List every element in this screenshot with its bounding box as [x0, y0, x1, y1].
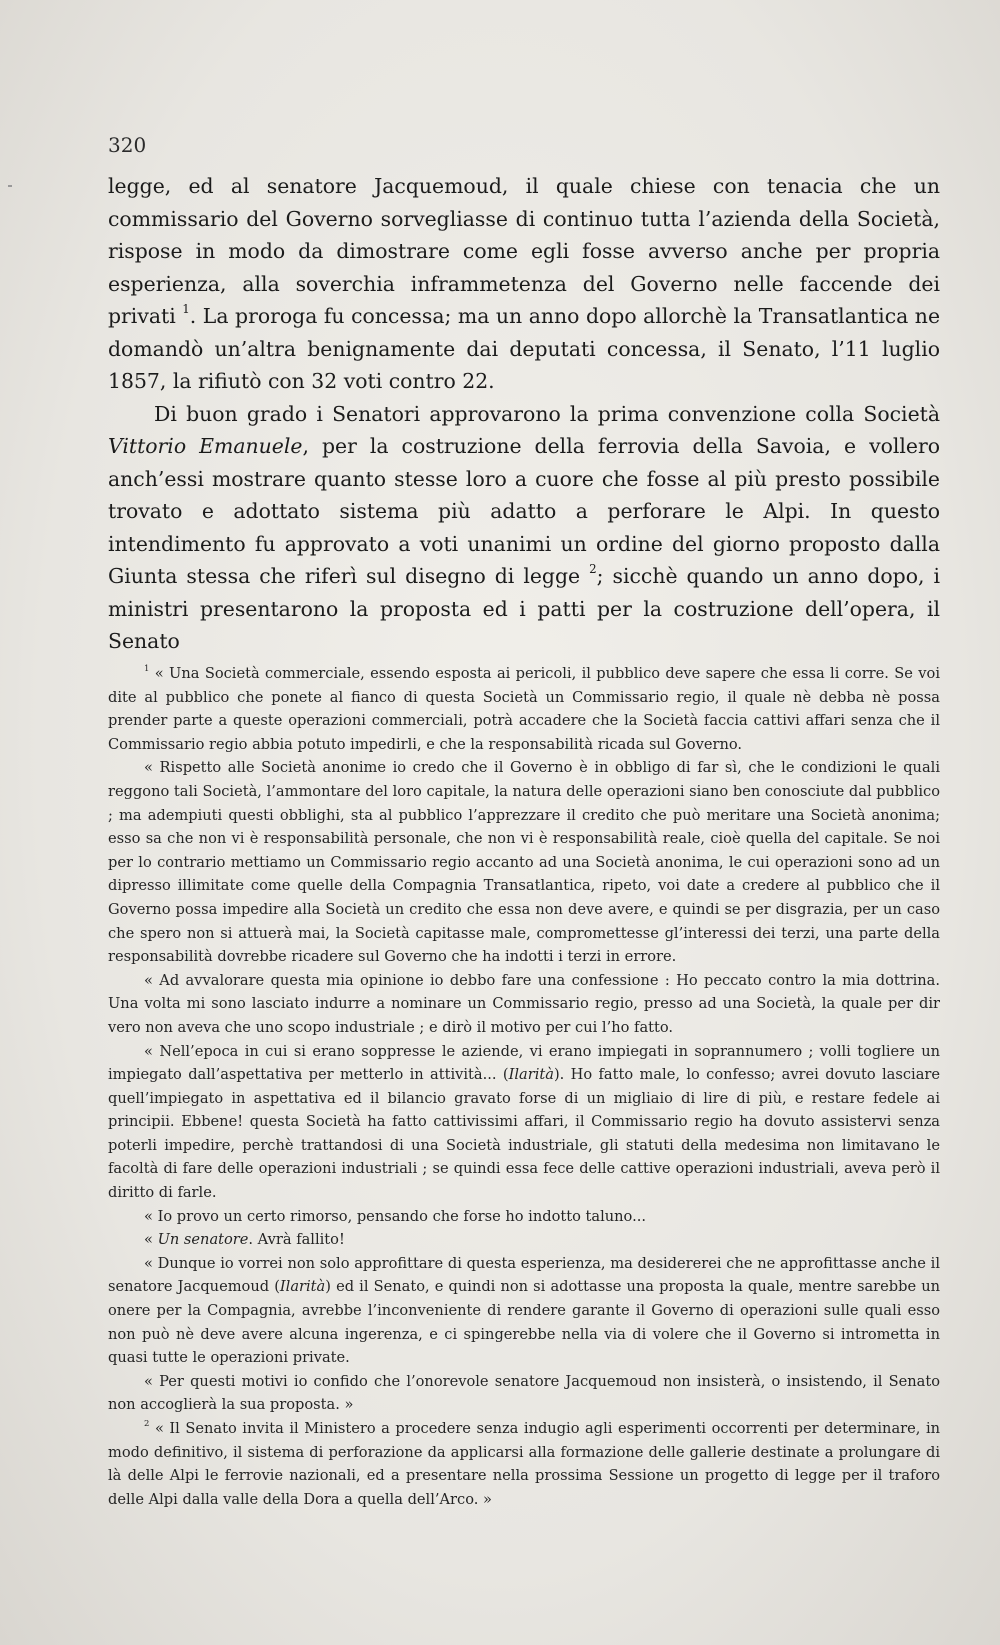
footnote-2-marker: 2 [144, 1417, 150, 1428]
footnote-1-paragraph-7 [108, 1252, 940, 1370]
footnote-1 [108, 662, 940, 756]
body-paragraph-2-text-a: Di buon grado i Senatori approvarono la prima convenzione colla Società [154, 401, 940, 426]
footnote-2-text: « Il Senato invita il Ministero a procedere senza indugio agli esperimenti occorrenti per determinare, in modo definitivo, il sistema di perforazione da applicarsi alla formazione delle gallerie destinate a prolungare di là delle Alpi le ferrovie nazionali, ed a presentare nella prossima Sessione un progetto di legge per il traforo delle Alpi dalla valle della Dora a quella dell’Arco. » [108, 1420, 941, 1508]
footnotes [108, 662, 940, 1511]
page-number: 320 [108, 133, 147, 157]
footnote-1-paragraph-4-ilarita: Ilarità [508, 1066, 554, 1084]
body-paragraph-2-italic: Vittorio Emanuele [108, 434, 303, 458]
footnote-1-paragraph-3: « Ad avvalorare questa mia opinione io debbo fare una confessione : Ho peccato contro la mia dottrina. Una volta mi sono lasciato indurre a nominare un Commissario regio, presso ad una Società, la quale per dir vero non aveva che uno scopo industriale ; e dirò il motivo per cui l’ho fatto. [108, 971, 940, 1036]
main-text [108, 170, 940, 658]
footnote-1-paragraph-2: « Rispetto alle Società anonime io credo che il Governo è in obbligo di far sì, che le condizioni le quali reggono tali Società, l’ammontare del loro capitale, la natura delle operazioni siano ben conosciute dal pubblico ; ma adempiuti questi obblighi, sta al pubblico l’apprezzare il credito che può meritare una Società anonima; esso sa che non vi è responsabilità personale, che non vi è responsabilità reale, cioè quella del capitale. Se noi per lo contrario mettiamo un Commissario regio accanto ad una Società anonima, le cui operazioni sono ad un dipresso illimitate come quelle della Compagnia Transatlantica, ripeto, voi date a credere al pubblico che il Governo possa impedire alla Società un credito che essa non deve avere, e quindi se per disgrazia, per un caso che spero non si attuerà mai, la Società capitasse male, compromettesse gl’interessi dei terzi, una parte della responsabilità dovrebbe ricadere sul Governo che ha indotti i terzi in errore. [108, 759, 940, 966]
scan-mark [8, 185, 12, 187]
footnote-1-paragraph-8: « Per questi motivi io confido che l’onorevole senatore Jacquemoud non insisterà, o insistendo, il Senato non accoglierà la sua proposta. » [108, 1372, 940, 1414]
body-paragraph-1 [108, 170, 940, 398]
footnote-1-paragraph-6: « Un senatore. Avrà fallito! [144, 1231, 345, 1249]
footnote-1-text: « Una Società commerciale, essendo esposta ai pericoli, il pubblico deve sapere che essa li corre. Se voi dite al pubblico che ponete al fianco di questa Società un Commissario regio, il quale nè debba nè possa prender parte a queste operazioni commerciali, potrà accadere che la Società faccia cattivi affari senza che il Commissario regio abbia potuto impedirli, e che la responsabilità ricada sul Governo. [108, 665, 940, 753]
footnote-ref-2: 2 [589, 562, 597, 577]
footnote-1-paragraph-4 [108, 1040, 940, 1205]
body-paragraph-1-continuation: . La proroga fu concessa; ma un anno dopo allorchè la Transatlantica ne domandò un’altra benignamente dai deputati concessa, il Senato, l’11 luglio 1857, la rifiutò con 32 voti contro 22. [108, 304, 941, 393]
footnote-1-paragraph-4-text-b: ). Ho fatto male, lo confesso; avrei dovuto lasciare quell’impiegato in aspettativa ed il bilancio gravato forse di un migliaio di lire di più, e restare fedele ai principii. Ebbene! questa Società ha fatto cattivissimi affari, il Commissario regio ha dovuto assistervi senza poterli impedire, perchè trattandosi di una Società industriale, gli statuti della medesima non limitavano le facoltà di fare delle operazioni industriali ; se quindi essa fece delle cattive operazioni industriali, aveva però il diritto di farle. [108, 1066, 941, 1202]
footnote-ref-1: 1 [182, 302, 190, 317]
footnote-1-paragraph-6-text: . Avrà fallito! [248, 1231, 345, 1249]
body-paragraph-2-text-b: , per la costruzione della ferrovia della Savoia, e vollero anch’essi mostrare quanto stesse loro a cuore che fosse al più presto possibile trovato e adottato sistema più adatto a perforare le Alpi. In questo intendimento fu approvato a voti unanimi un ordine del giorno proposto dalla Giunta stessa che riferì sul disegno di legge [108, 434, 940, 588]
footnote-1-paragraph-5: « Io provo un certo rimorso, pensando che forse ho indotto taluno... [144, 1207, 647, 1225]
footnote-2 [108, 1417, 940, 1511]
footnote-1-paragraph-6-italic: Un senatore [157, 1231, 249, 1249]
body-paragraph-2 [108, 398, 940, 658]
footnote-1-paragraph-7-text-b: ) ed il Senato, e quindi non si adottasse una proposta la quale, mentre sarebbe un onere per la Compagnia, avrebbe l’inconveniente di rendere garante il Governo di operazioni sulle quali esso non può nè deve avere alcuna ingerenza, e ci spingerebbe nella via di volere che il Governo si intrometta in quasi tutte le operazioni private. [108, 1278, 940, 1367]
body-paragraph-2-text-c: ; sicchè quando un anno dopo, i ministri presentarono la proposta ed i patti per la costruzione dell’opera, il Senato [108, 564, 941, 653]
footnote-1-marker: 1 [144, 662, 150, 673]
footnote-1-paragraph-7-text-a: « Dunque io vorrei non solo approfittare di questa esperienza, ma desidererei che ne approfittasse anche il senatore Jacquemoud ( [108, 1254, 940, 1296]
footnote-1-paragraph-4-text-a: « Nell’epoca in cui si erano soppresse le aziende, vi erano impiegati in soprannumero ; volli togliere un impiegato dall’aspettativa per metterlo in attività... ( [108, 1042, 940, 1084]
footnote-1-paragraph-7-ilarita: Ilarità [279, 1278, 326, 1296]
body-paragraph-1-text: legge, ed al senatore Jacquemoud, il quale chiese con tenacia che un commissario del Governo sorvegliasse di continuo tutta l’azienda della Società, rispose in modo da dimostrare come egli fosse avverso anche per propria esperienza, alla soverchia inframmetenza del Governo nelle faccende dei privati [108, 174, 940, 328]
